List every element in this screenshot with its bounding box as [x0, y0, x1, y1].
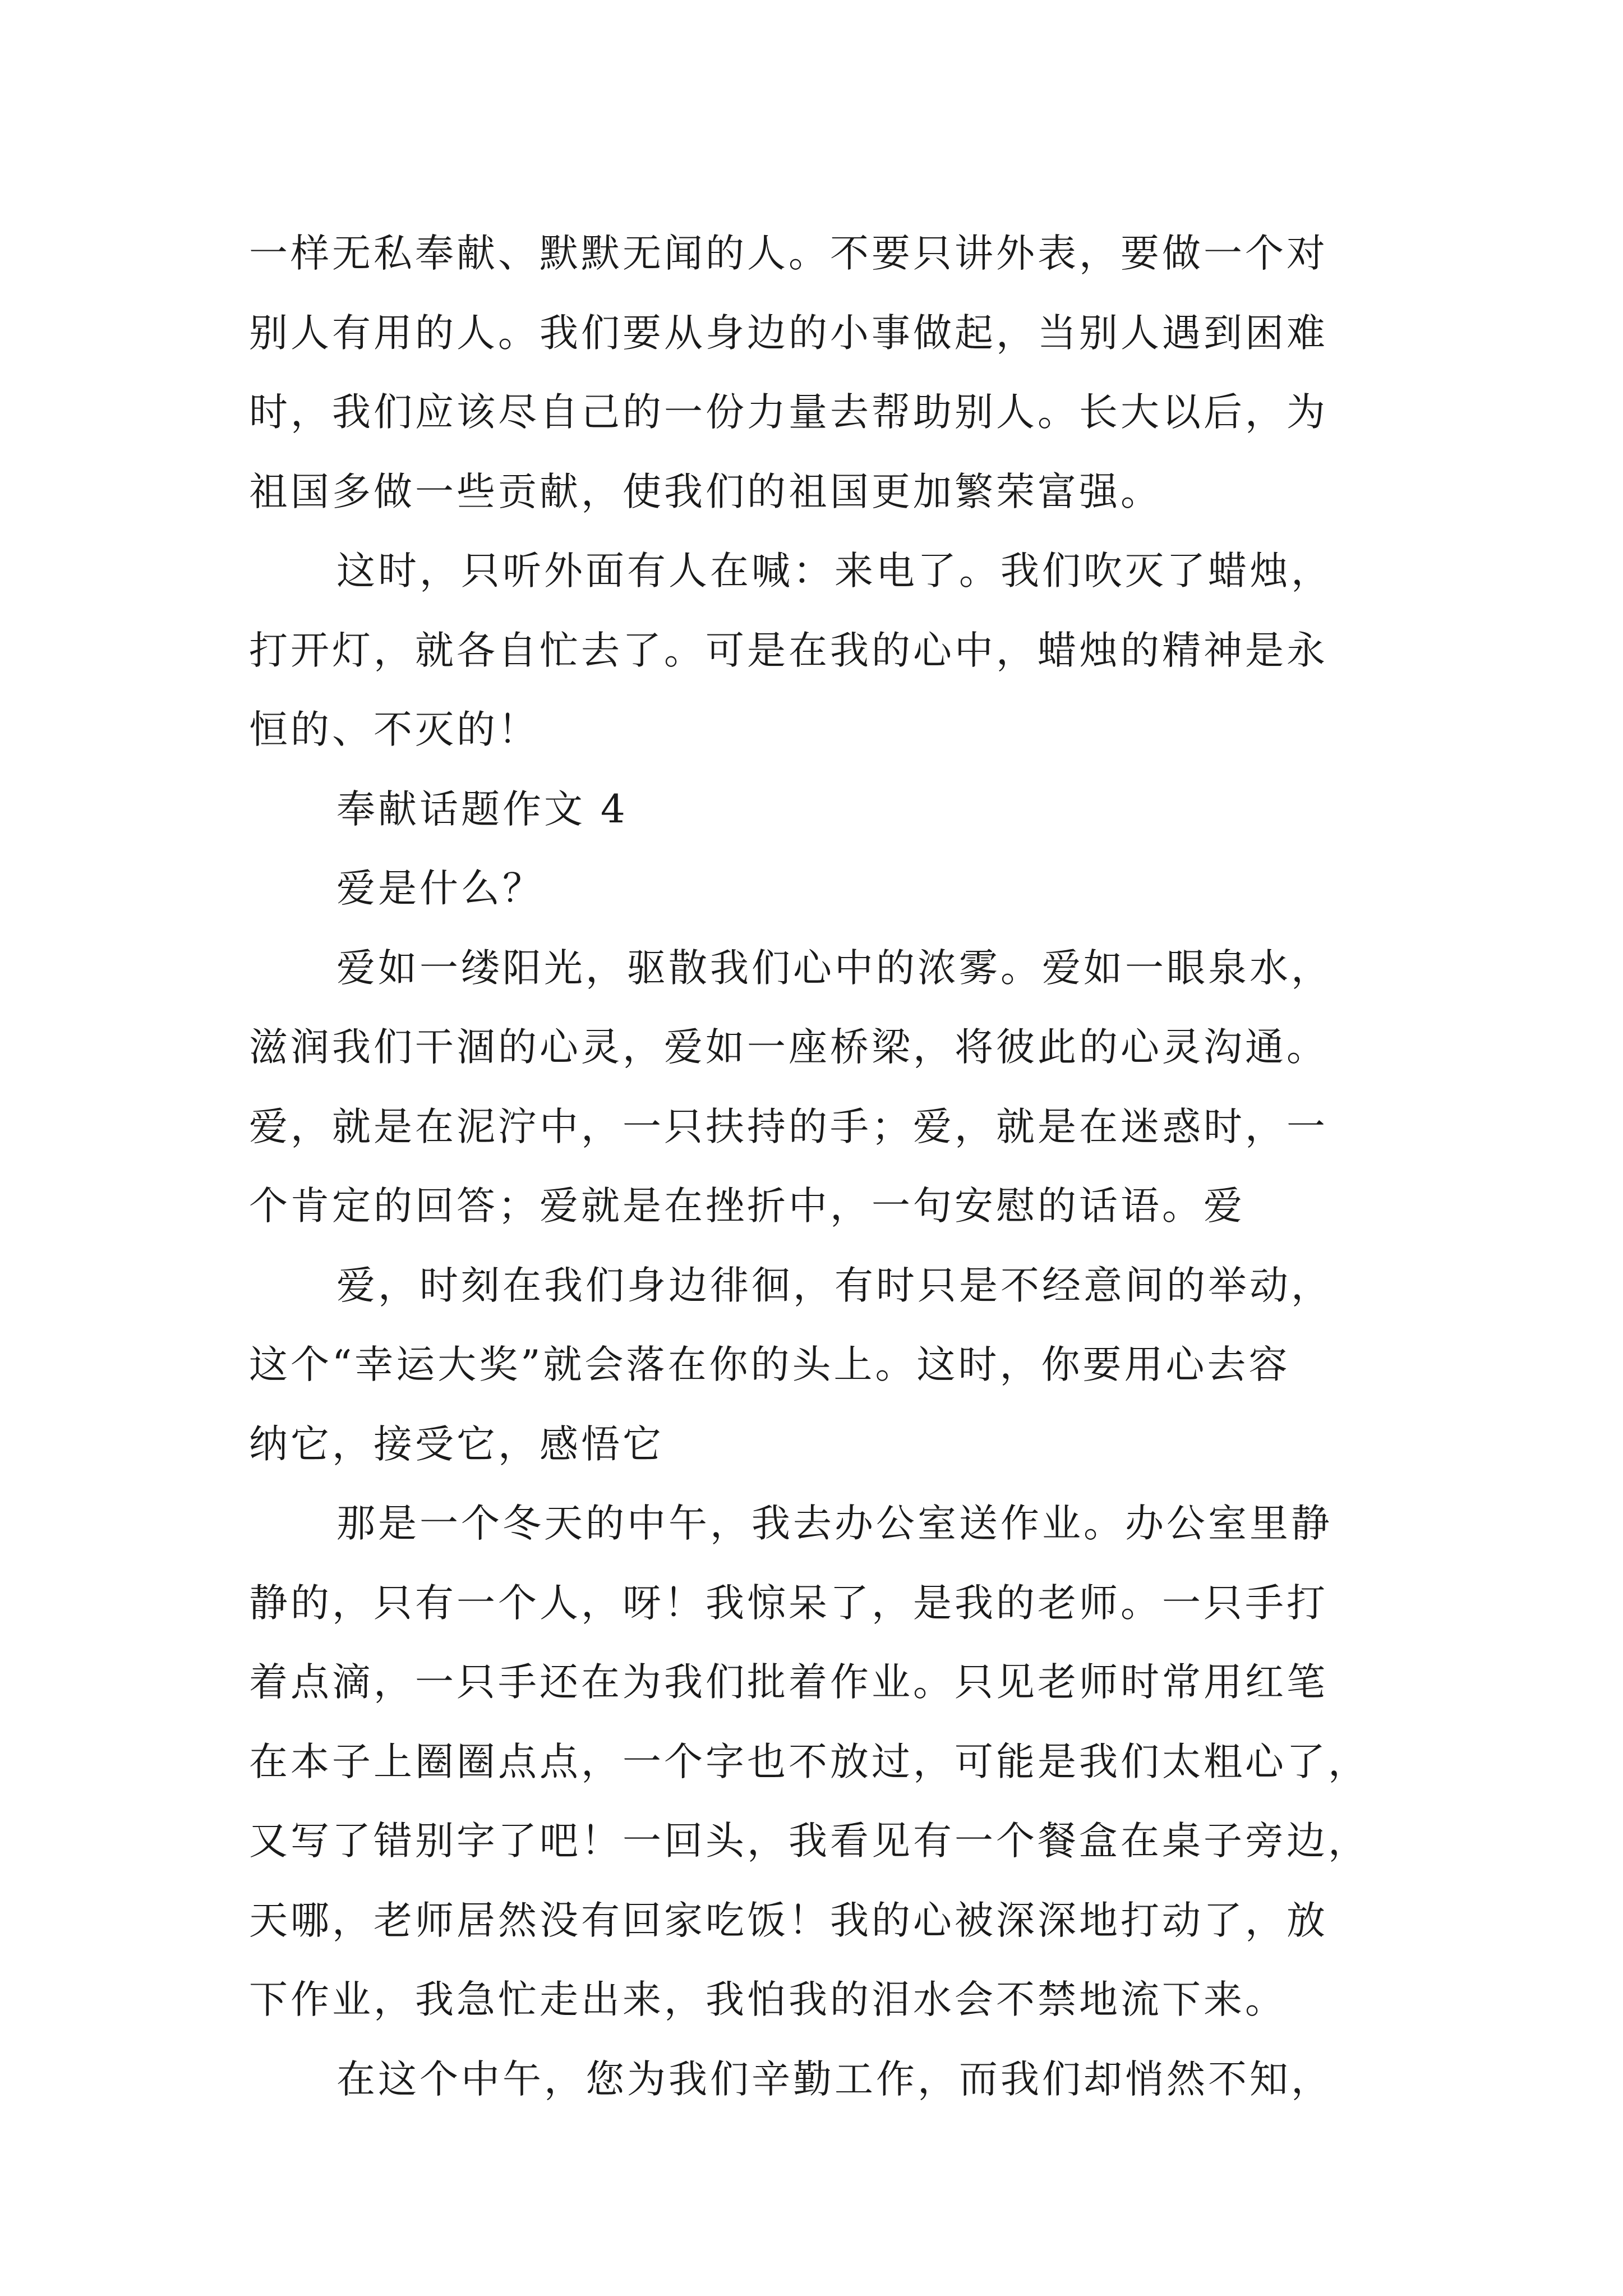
text-line: 着点滴，一只手还在为我们批着作业。只见老师时常用红笔 [249, 1660, 1328, 1705]
text-line: 这个“幸运大奖”就会落在你的头上。这时，你要用心去容 [249, 1342, 1290, 1387]
text-line: 祖国多做一些贡献，使我们的祖国更加繁荣富强。 [249, 469, 1162, 514]
text-line: 静的，只有一个人，呀！我惊呆了，是我的老师。一只手打 [249, 1580, 1328, 1626]
text-line: 滋润我们干涸的心灵，爱如一座桥梁，将彼此的心灵沟通。 [249, 1025, 1328, 1070]
paragraph-first-line: 在这个中午，您为我们辛勤工作，而我们却悄然不知， [336, 2056, 1332, 2102]
text-line: 爱，就是在泥泞中，一只扶持的手；爱，就是在迷惑时，一 [249, 1104, 1328, 1149]
text-line: 又写了错别字了吧！一回头，我看见有一个餐盒在桌子旁边， [249, 1819, 1370, 1864]
text-line: 天哪，老师居然没有回家吃饭！我的心被深深地打动了，放 [249, 1898, 1328, 1943]
paragraph-first-line: 那是一个冬天的中午，我去办公室送作业。办公室里静 [336, 1501, 1332, 1546]
text-line: 恒的、不灭的！ [249, 707, 540, 752]
text-line: 别人有用的人。我们要从身边的小事做起，当别人遇到困难 [249, 310, 1328, 356]
text-line: 下作业，我急忙走出来，我怕我的泪水会不禁地流下来。 [249, 1977, 1287, 2022]
text-line: 时，我们应该尽自己的一份力量去帮助别人。长大以后，为 [249, 390, 1328, 435]
text-line: 打开灯，就各自忙去了。可是在我的心中，蜡烛的精神是永 [249, 628, 1328, 673]
paragraph-first-line: 爱如一缕阳光，驱散我们心中的浓雾。爱如一眼泉水， [336, 945, 1332, 991]
text-line: 个肯定的回答；爱就是在挫折中，一句安慰的话语。爱 [249, 1184, 1245, 1228]
section-heading: 奉献话题作文 4 [336, 786, 628, 832]
paragraph-first-line: 这时，只听外面有人在喊：来电了。我们吹灭了蜡烛， [336, 549, 1332, 593]
text-line: 在本子上圈圈点点，一个字也不放过，可能是我们太粗心了， [249, 1739, 1370, 1784]
document-body [249, 214, 1415, 2119]
text-line: 一样无私奉献、默默无闻的人。不要只讲外表，要做一个对 [249, 231, 1328, 276]
text-line: 纳它，接受它，感悟它 [249, 1421, 664, 1467]
paragraph-first-line: 爱，时刻在我们身边徘徊，有时只是不经意间的举动， [336, 1263, 1332, 1308]
paragraph-first-line: 爱是什么？ [336, 866, 544, 911]
